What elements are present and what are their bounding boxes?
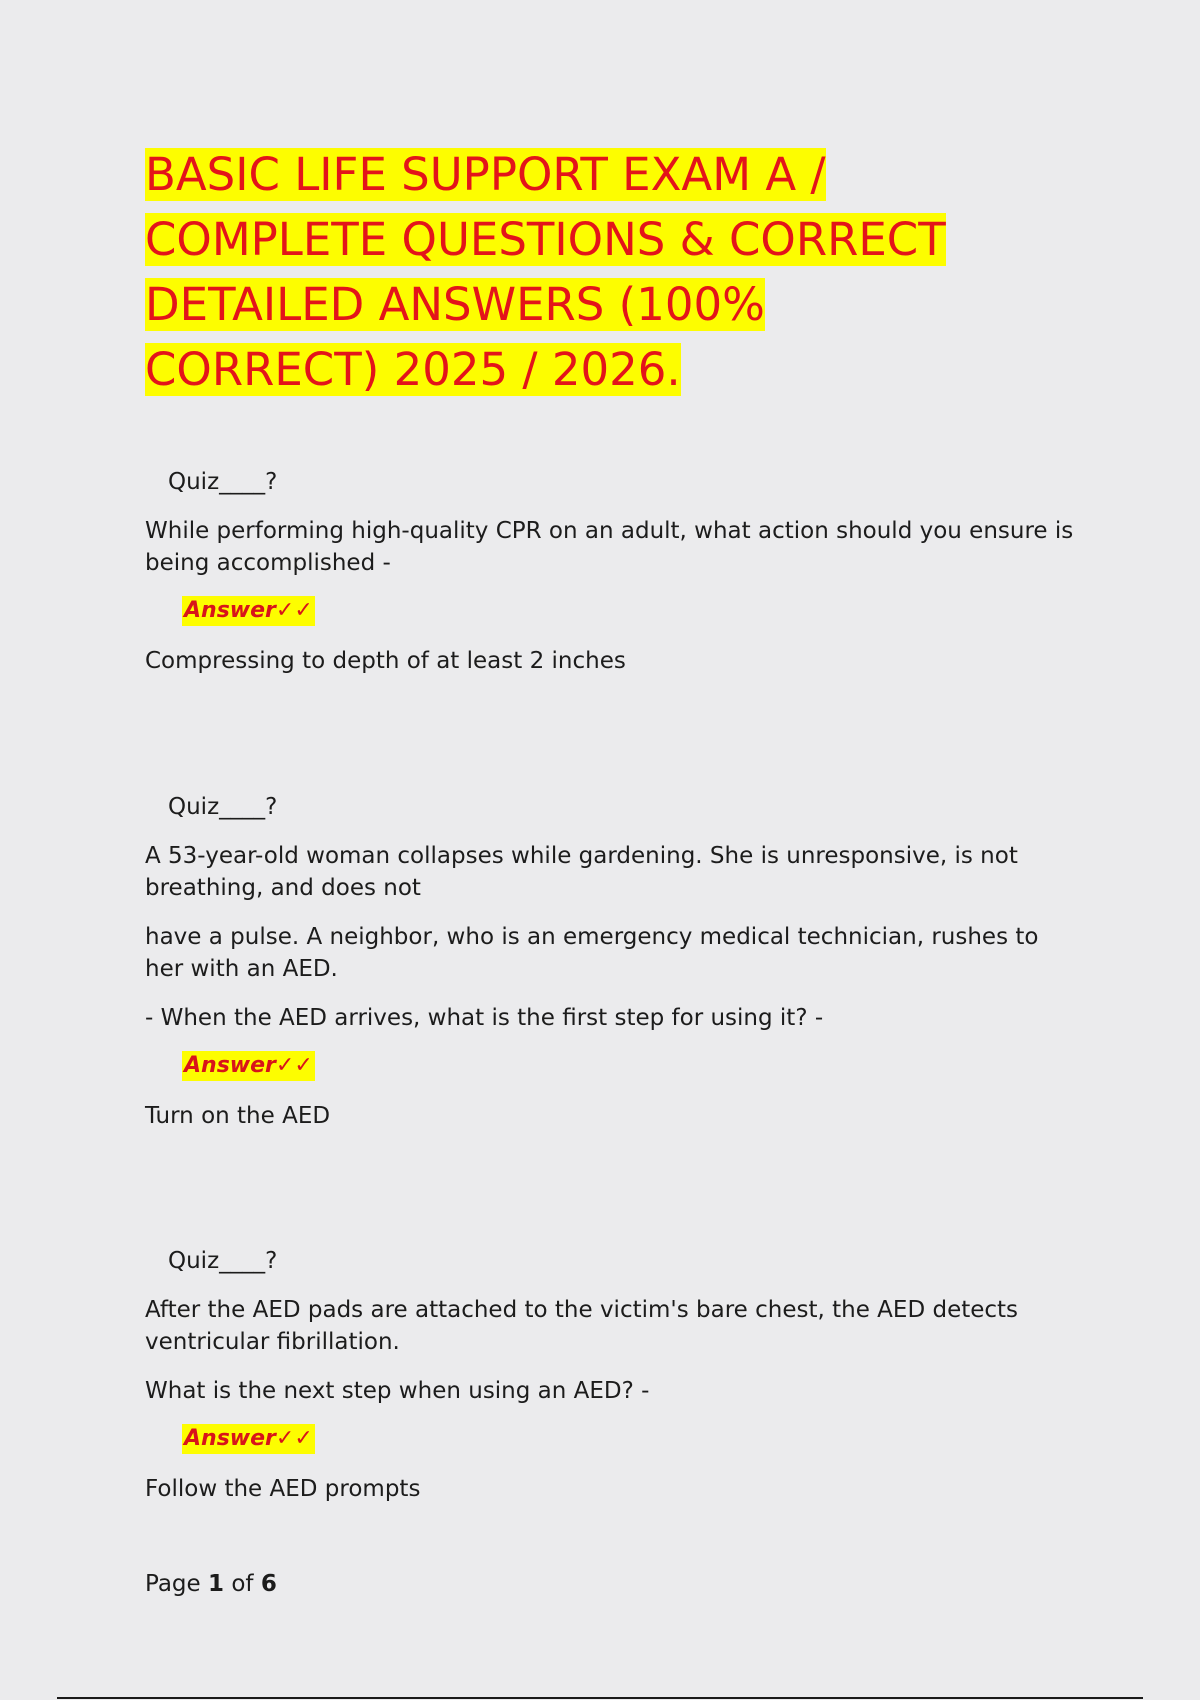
answer-text: Compressing to depth of at least 2 inches: [145, 648, 626, 674]
question-block-1: [145, 466, 1075, 677]
answer-text: Follow the AED prompts: [145, 1476, 421, 1502]
answer-label-text: Answer: [184, 598, 276, 623]
answer-label: [182, 1424, 315, 1454]
answer-label-wrap: [182, 596, 1075, 628]
answer-label: [182, 1051, 315, 1081]
question-block-3: [145, 1245, 1075, 1505]
answer-label-text: Answer: [184, 1426, 276, 1451]
page-bottom-divider: [57, 1697, 1143, 1699]
question-text: While performing high-quality CPR on an adult, what action should you ensure is being accomplished -: [145, 518, 1074, 576]
answer-label: [182, 596, 315, 626]
question-text: What is the next step when using an AED? -: [145, 1378, 650, 1404]
current-page: 1: [208, 1571, 225, 1597]
page-word: Page: [145, 1571, 201, 1597]
title-line: BASIC LIFE SUPPORT EXAM A /: [145, 148, 826, 201]
question-block-2: [145, 791, 1075, 1132]
quiz-label: Quiz____?: [168, 469, 278, 495]
question-text: - When the AED arrives, what is the first step for using it? -: [145, 1005, 824, 1031]
checkmark-icon: ✓✓: [275, 598, 313, 623]
page-number: [145, 1568, 277, 1600]
total-pages: 6: [260, 1571, 277, 1597]
question-text: After the AED pads are attached to the victim's bare chest, the AED detects ventricular fibrillation.: [145, 1297, 1019, 1355]
answer-label-wrap: [182, 1051, 1075, 1083]
question-text: have a pulse. A neighbor, who is an emergency medical technician, rushes to her with an AED.: [145, 924, 1039, 982]
title-line: CORRECT) 2025 / 2026.: [145, 343, 681, 396]
checkmark-icon: ✓✓: [275, 1426, 313, 1451]
answer-text: Turn on the AED: [145, 1103, 331, 1129]
answer-label-wrap: [182, 1424, 1075, 1456]
document-title: [145, 142, 1075, 402]
quiz-label: Quiz____?: [168, 1248, 278, 1274]
of-word: of: [231, 1571, 254, 1597]
title-line: DETAILED ANSWERS (100%: [145, 278, 765, 331]
quiz-label: Quiz____?: [168, 794, 278, 820]
title-line: COMPLETE QUESTIONS & CORRECT: [145, 213, 946, 266]
question-text: A 53-year-old woman collapses while gardening. She is unresponsive, is not breathing, and does not: [145, 843, 1018, 901]
checkmark-icon: ✓✓: [275, 1053, 313, 1078]
answer-label-text: Answer: [184, 1053, 276, 1078]
